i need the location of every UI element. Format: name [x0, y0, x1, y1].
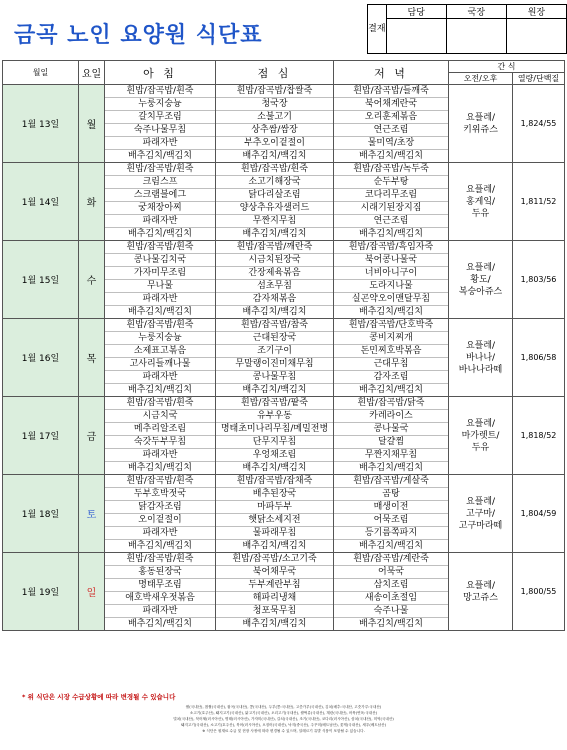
- menu-item: 소제표고볶음: [105, 345, 215, 358]
- menu-item: 배추김치/백김치: [242, 385, 307, 395]
- menu-item: 곰탕: [334, 488, 448, 501]
- origin-note-line: 멸치(국내산), 북어채(러시아산), 명태(러시아산), 가자미(국내산), 갈치(국내산), 조기(국내산), 코다리(러시아산), 삼치(국내산), 미역(국내산): [173, 717, 394, 721]
- day-row: [3, 553, 565, 631]
- menu-item: 크림스프: [105, 176, 215, 189]
- origin-note-line: 쌀(국내산), 찹쌀(국내산), 잡곡(국내산), 콩(국내산), 두부(콩:국내산), 고춧가루(국내산), 김치(배추:국내산, 고춧가루:국내산): [185, 705, 382, 709]
- menu-item: 시래기된장지짐: [334, 202, 448, 215]
- menu-item: 간장제육볶음: [216, 267, 333, 280]
- menu-item: 북어콩나물국: [334, 254, 448, 267]
- menu-item: 배추김치/백김치: [359, 619, 423, 629]
- header-dow: 요일: [79, 61, 105, 85]
- calorie-protein: 1,806/58: [513, 319, 565, 397]
- header-snack: 간 식: [449, 61, 565, 73]
- snack-line: 요플레/: [465, 496, 496, 507]
- dinner-menu: [334, 85, 449, 163]
- snack-menu: [449, 163, 513, 241]
- menu-item: 배추김치/백김치: [359, 229, 423, 239]
- snack-line: 요플레/: [465, 580, 496, 591]
- menu-item: 부추오이겉절이: [216, 137, 333, 150]
- menu-item: 어묵조림: [334, 514, 448, 527]
- menu-item: 무말랭이진미채무침: [216, 358, 333, 371]
- menu-item: 흰밥/잡곡밥/닭죽: [334, 397, 448, 410]
- menu-item: 오리훈제볶음: [334, 111, 448, 124]
- snack-line: 바나나/: [465, 352, 496, 363]
- menu-item: 스크램블에그: [105, 189, 215, 202]
- day-row: [3, 85, 565, 163]
- menu-item: 코다리무조림: [334, 189, 448, 202]
- approval-box: [367, 4, 567, 54]
- menu-item: 메추리알조림: [105, 423, 215, 436]
- menu-item: 근대무침: [334, 358, 448, 371]
- day-date: 1월 14일: [3, 163, 79, 241]
- dinner-menu: [334, 241, 449, 319]
- header-calorie: 열량/단백질: [513, 73, 565, 85]
- day-date: 1월 18일: [3, 475, 79, 553]
- calorie-protein: 1,804/59: [513, 475, 565, 553]
- menu-item: 콩나물무침: [216, 371, 333, 384]
- menu-item: 북어채무국: [216, 566, 333, 579]
- day-of-week: 일: [79, 553, 105, 631]
- snack-line: 요플레/: [465, 184, 496, 195]
- menu-item: 소불고기: [216, 111, 333, 124]
- menu-item: 순두부탕: [334, 176, 448, 189]
- menu-item: 숙주나물: [334, 605, 448, 618]
- page-title: 금곡 노인 요양원 식단표: [14, 23, 263, 48]
- menu-item: 매생이전: [334, 501, 448, 514]
- menu-item: 누룽지숭늉: [105, 332, 215, 345]
- snack-line: 황도/: [470, 274, 491, 285]
- menu-item: 삼치조림: [334, 579, 448, 592]
- menu-item: 누룽지숭늉: [105, 98, 215, 111]
- breakfast-menu: [105, 553, 216, 631]
- snack-menu: [449, 241, 513, 319]
- origin-note-line: ※ 식단은 원재료 수급 및 현장 사정에 따라 변경될 수 있으며, 알레르기 유발 식품이 포함될 수 있습니다.: [202, 729, 365, 733]
- breakfast-menu: [105, 397, 216, 475]
- breakfast-menu: [105, 241, 216, 319]
- menu-item: 흰밥/잡곡밥/흰죽: [105, 241, 215, 254]
- day-row: [3, 319, 565, 397]
- menu-item: 배추김치/백김치: [242, 229, 307, 239]
- header-lunch: 점 심: [216, 61, 334, 85]
- dinner-menu: [334, 163, 449, 241]
- day-of-week: 수: [79, 241, 105, 319]
- snack-line: 요플레/: [465, 112, 496, 123]
- day-date: 1월 16일: [3, 319, 79, 397]
- menu-item: 파래자반: [105, 527, 215, 540]
- menu-item: 두부호박젓국: [105, 488, 215, 501]
- header-dinner: 저 녁: [334, 61, 449, 85]
- menu-item: 무짠지채무침: [334, 449, 448, 462]
- lunch-menu: [216, 553, 334, 631]
- menu-item: 배추김치/백김치: [359, 307, 423, 317]
- snack-line: 요플레/: [465, 418, 496, 429]
- menu-item: 섬초무침: [216, 280, 333, 293]
- menu-item: 파래자반: [105, 215, 215, 228]
- menu-item: 달걀찜: [334, 436, 448, 449]
- snack-line: 복숭아쥬스: [458, 286, 503, 297]
- menu-item: 물미역/초장: [334, 137, 448, 150]
- signature-cell-staff[interactable]: [386, 19, 446, 54]
- lunch-menu: [216, 397, 334, 475]
- menu-item: 배추김치/백김치: [128, 229, 192, 239]
- day-row: [3, 241, 565, 319]
- day-date: 1월 19일: [3, 553, 79, 631]
- menu-item: 콩나물국: [334, 423, 448, 436]
- menu-item: 배추김치/백김치: [128, 151, 192, 161]
- dinner-menu: [334, 553, 449, 631]
- menu-item: 배추김치/백김치: [242, 307, 307, 317]
- menu-item: 배추김치/백김치: [359, 463, 423, 473]
- breakfast-menu: [105, 475, 216, 553]
- menu-item: 흰밥/잡곡밥/들깨죽: [334, 85, 448, 98]
- snack-line: 망고쥬스: [463, 592, 498, 603]
- menu-change-notice: * 위 식단은 시장 수급상황에 따라 변경될 수 있습니다: [22, 693, 176, 701]
- dinner-menu: [334, 475, 449, 553]
- menu-item: 유부우동: [216, 410, 333, 423]
- breakfast-menu: [105, 319, 216, 397]
- dinner-menu: [334, 397, 449, 475]
- snack-line: 요플레/: [465, 340, 496, 351]
- menu-item: 돈민찌호박볶음: [334, 345, 448, 358]
- menu-item: 배추김치/백김치: [242, 541, 307, 551]
- menu-item: 무짠지무침: [216, 215, 333, 228]
- menu-item: 근대된장국: [216, 332, 333, 345]
- menu-item: 배추김치/백김치: [242, 619, 307, 629]
- menu-item: 상추쌈/쌈장: [216, 124, 333, 137]
- menu-item: 갈치무조림: [105, 111, 215, 124]
- menu-item: 시금치국: [105, 410, 215, 423]
- menu-item: 콩비지찌개: [334, 332, 448, 345]
- day-of-week: 월: [79, 85, 105, 163]
- menu-item: 소고기해장국: [216, 176, 333, 189]
- lunch-menu: [216, 319, 334, 397]
- snack-line: 키위쥬스: [463, 124, 498, 135]
- menu-item: 명태초미나리무침/메밀전병: [216, 423, 333, 436]
- menu-item: 흰밥/잡곡밥/흰죽: [105, 553, 215, 566]
- meal-table: [2, 60, 565, 631]
- menu-item: 두부계란부침: [216, 579, 333, 592]
- menu-item: 단무지무침: [216, 436, 333, 449]
- calorie-protein: 1,803/56: [513, 241, 565, 319]
- menu-item: 애호박새우젓볶음: [105, 592, 215, 605]
- menu-item: 배추김치/백김치: [359, 541, 423, 551]
- approval-role-director: 국장: [446, 5, 506, 19]
- menu-item: 감자조림: [334, 371, 448, 384]
- menu-item: 흰밥/잡곡밥/잡채죽: [216, 475, 333, 488]
- menu-item: 흰밥/잡곡밥/흑임자죽: [334, 241, 448, 254]
- menu-item: 흰밥/잡곡밥/소고기죽: [216, 553, 333, 566]
- day-of-week: 목: [79, 319, 105, 397]
- approval-label: 결재: [368, 5, 387, 54]
- lunch-menu: [216, 85, 334, 163]
- menu-item: 조기구이: [216, 345, 333, 358]
- day-of-week: 금: [79, 397, 105, 475]
- day-of-week: 화: [79, 163, 105, 241]
- snack-line: 요플레/: [465, 262, 496, 273]
- signature-cell-head[interactable]: [506, 19, 566, 54]
- menu-item: 파래자반: [105, 137, 215, 150]
- menu-item: 흰밥/잡곡밥/흰죽: [105, 163, 215, 176]
- menu-item: 배추김치/백김치: [128, 385, 192, 395]
- calorie-protein: 1,800/55: [513, 553, 565, 631]
- snack-line: 고구마/: [465, 508, 496, 519]
- menu-item: 배추김치/백김치: [359, 151, 423, 161]
- day-date: 1월 17일: [3, 397, 79, 475]
- menu-item: 닭감자조림: [105, 501, 215, 514]
- menu-item: 시금치된장국: [216, 254, 333, 267]
- menu-item: 흰밥/잡곡밥/흰죽: [105, 475, 215, 488]
- menu-item: 흰밥/잡곡밥/게살죽: [334, 475, 448, 488]
- menu-item: 무나물: [105, 280, 215, 293]
- menu-item: 배추김치/백김치: [242, 463, 307, 473]
- menu-item: 마파두부: [216, 501, 333, 514]
- menu-item: 너비아니구이: [334, 267, 448, 280]
- menu-item: 흰밥/잡곡밥/녹두죽: [334, 163, 448, 176]
- menu-item: 흰밥/잡곡밥/참죽: [216, 319, 333, 332]
- snack-line: 두유: [471, 208, 490, 219]
- lunch-menu: [216, 475, 334, 553]
- menu-item: 콩나물김치국: [105, 254, 215, 267]
- snack-menu: [449, 475, 513, 553]
- menu-item: 흰밥/잡곡밥/흰죽: [105, 397, 215, 410]
- menu-item: 북어채계란국: [334, 98, 448, 111]
- menu-item: 파래자반: [105, 605, 215, 618]
- origin-note-line: 돼지고기(국내산), 소고기(호주산), 북어(러시아산), 오징어(국내산), 낙지(중국산), 주꾸미(베트남산), 꽃게(국내산), 새우(베트남산): [180, 723, 387, 727]
- menu-item: 청포묵무침: [216, 605, 333, 618]
- menu-item: 흰밥/잡곡밥/흰죽: [105, 319, 215, 332]
- menu-item: 카레라이스: [334, 410, 448, 423]
- menu-item: 흰밥/잡곡밥/흰죽: [105, 85, 215, 98]
- menu-item: 숙갓두부무침: [105, 436, 215, 449]
- menu-item: 닭다리살조림: [216, 189, 333, 202]
- snack-menu: [449, 319, 513, 397]
- menu-item: 감자채볶음: [216, 293, 333, 306]
- snack-line: 홍게잌/: [465, 196, 496, 207]
- day-date: 1월 15일: [3, 241, 79, 319]
- menu-item: 어묵국: [334, 566, 448, 579]
- day-row: [3, 163, 565, 241]
- dinner-menu: [334, 319, 449, 397]
- menu-item: 파래자반: [105, 449, 215, 462]
- lunch-menu: [216, 241, 334, 319]
- approval-role-head: 원장: [506, 5, 566, 19]
- menu-item: 흰밥/잡곡밥/깨란죽: [216, 241, 333, 254]
- menu-item: 연근조림: [334, 215, 448, 228]
- menu-item: 배추김치/백김치: [242, 151, 307, 161]
- menu-item: 새송이초절임: [334, 592, 448, 605]
- menu-item: 햇닭소세지전: [216, 514, 333, 527]
- menu-item: 배추김치/백김치: [128, 463, 192, 473]
- ingredient-origin-notes: [4, 704, 563, 734]
- calorie-protein: 1,818/52: [513, 397, 565, 475]
- menu-item: 우엉채조림: [216, 449, 333, 462]
- menu-item: 명태무조림: [105, 579, 215, 592]
- menu-item: 등기름쪽파지: [334, 527, 448, 540]
- day-of-week: 토: [79, 475, 105, 553]
- signature-cell-director[interactable]: [446, 19, 506, 54]
- menu-item: 청국장: [216, 98, 333, 111]
- menu-item: 가자미무조림: [105, 267, 215, 280]
- header-breakfast: 아 침: [105, 61, 216, 85]
- menu-item: 파래자반: [105, 371, 215, 384]
- snack-menu: [449, 397, 513, 475]
- approval-role-staff: 담당: [386, 5, 446, 19]
- menu-item: 오이겉절이: [105, 514, 215, 527]
- menu-item: 배추김치/백김치: [128, 307, 192, 317]
- day-row: [3, 397, 565, 475]
- calorie-protein: 1,811/52: [513, 163, 565, 241]
- header-snack-time: 오전/오후: [449, 73, 513, 85]
- menu-item: 흰밥/잡곡밥/찹쌀죽: [216, 85, 333, 98]
- day-row: [3, 475, 565, 553]
- breakfast-menu: [105, 163, 216, 241]
- breakfast-menu: [105, 85, 216, 163]
- menu-item: 파래자반: [105, 293, 215, 306]
- menu-item: 홍동된장국: [105, 566, 215, 579]
- menu-item: 배추김치/백김치: [359, 385, 423, 395]
- lunch-menu: [216, 163, 334, 241]
- snack-line: 바나나라떼: [458, 364, 503, 375]
- calorie-protein: 1,824/55: [513, 85, 565, 163]
- menu-item: 양상추유자샐러드: [216, 202, 333, 215]
- snack-line: 고구마라떼: [458, 520, 503, 531]
- menu-item: 실곤약오이맨달무침: [334, 293, 448, 306]
- snack-menu: [449, 85, 513, 163]
- menu-item: 고사리들깨나물: [105, 358, 215, 371]
- menu-item: 흰밥/잡곡밥/흰죽: [216, 163, 333, 176]
- menu-item: 흰밥/잡곡밥/팥죽: [216, 397, 333, 410]
- menu-item: 물파래무침: [216, 527, 333, 540]
- menu-item: 도라지나물: [334, 280, 448, 293]
- snack-line: 마가렛트/: [461, 430, 500, 441]
- snack-line: 두유: [471, 442, 490, 453]
- menu-item: 해파리냉채: [216, 592, 333, 605]
- menu-item: 배추김치/백김치: [128, 541, 192, 551]
- menu-item: 배추된장국: [216, 488, 333, 501]
- day-date: 1월 13일: [3, 85, 79, 163]
- origin-note-line: 소고기(호주산), 돼지고기(국내산), 닭고기(국내산), 오리고기(국내산), 쌀떡류(국내산), 계란(국내산), 어묵(연육:국내산): [189, 711, 378, 715]
- menu-item: 흰밥/잡곡밥/단호박죽: [334, 319, 448, 332]
- menu-item: 숙주나물무침: [105, 124, 215, 137]
- header-date: 월일: [3, 61, 79, 85]
- menu-item: 흰밥/잡곡밥/계란죽: [334, 553, 448, 566]
- menu-item: 연근조림: [334, 124, 448, 137]
- menu-item: 궁채장아찌: [105, 202, 215, 215]
- menu-item: 배추김치/백김치: [128, 619, 192, 629]
- snack-menu: [449, 553, 513, 631]
